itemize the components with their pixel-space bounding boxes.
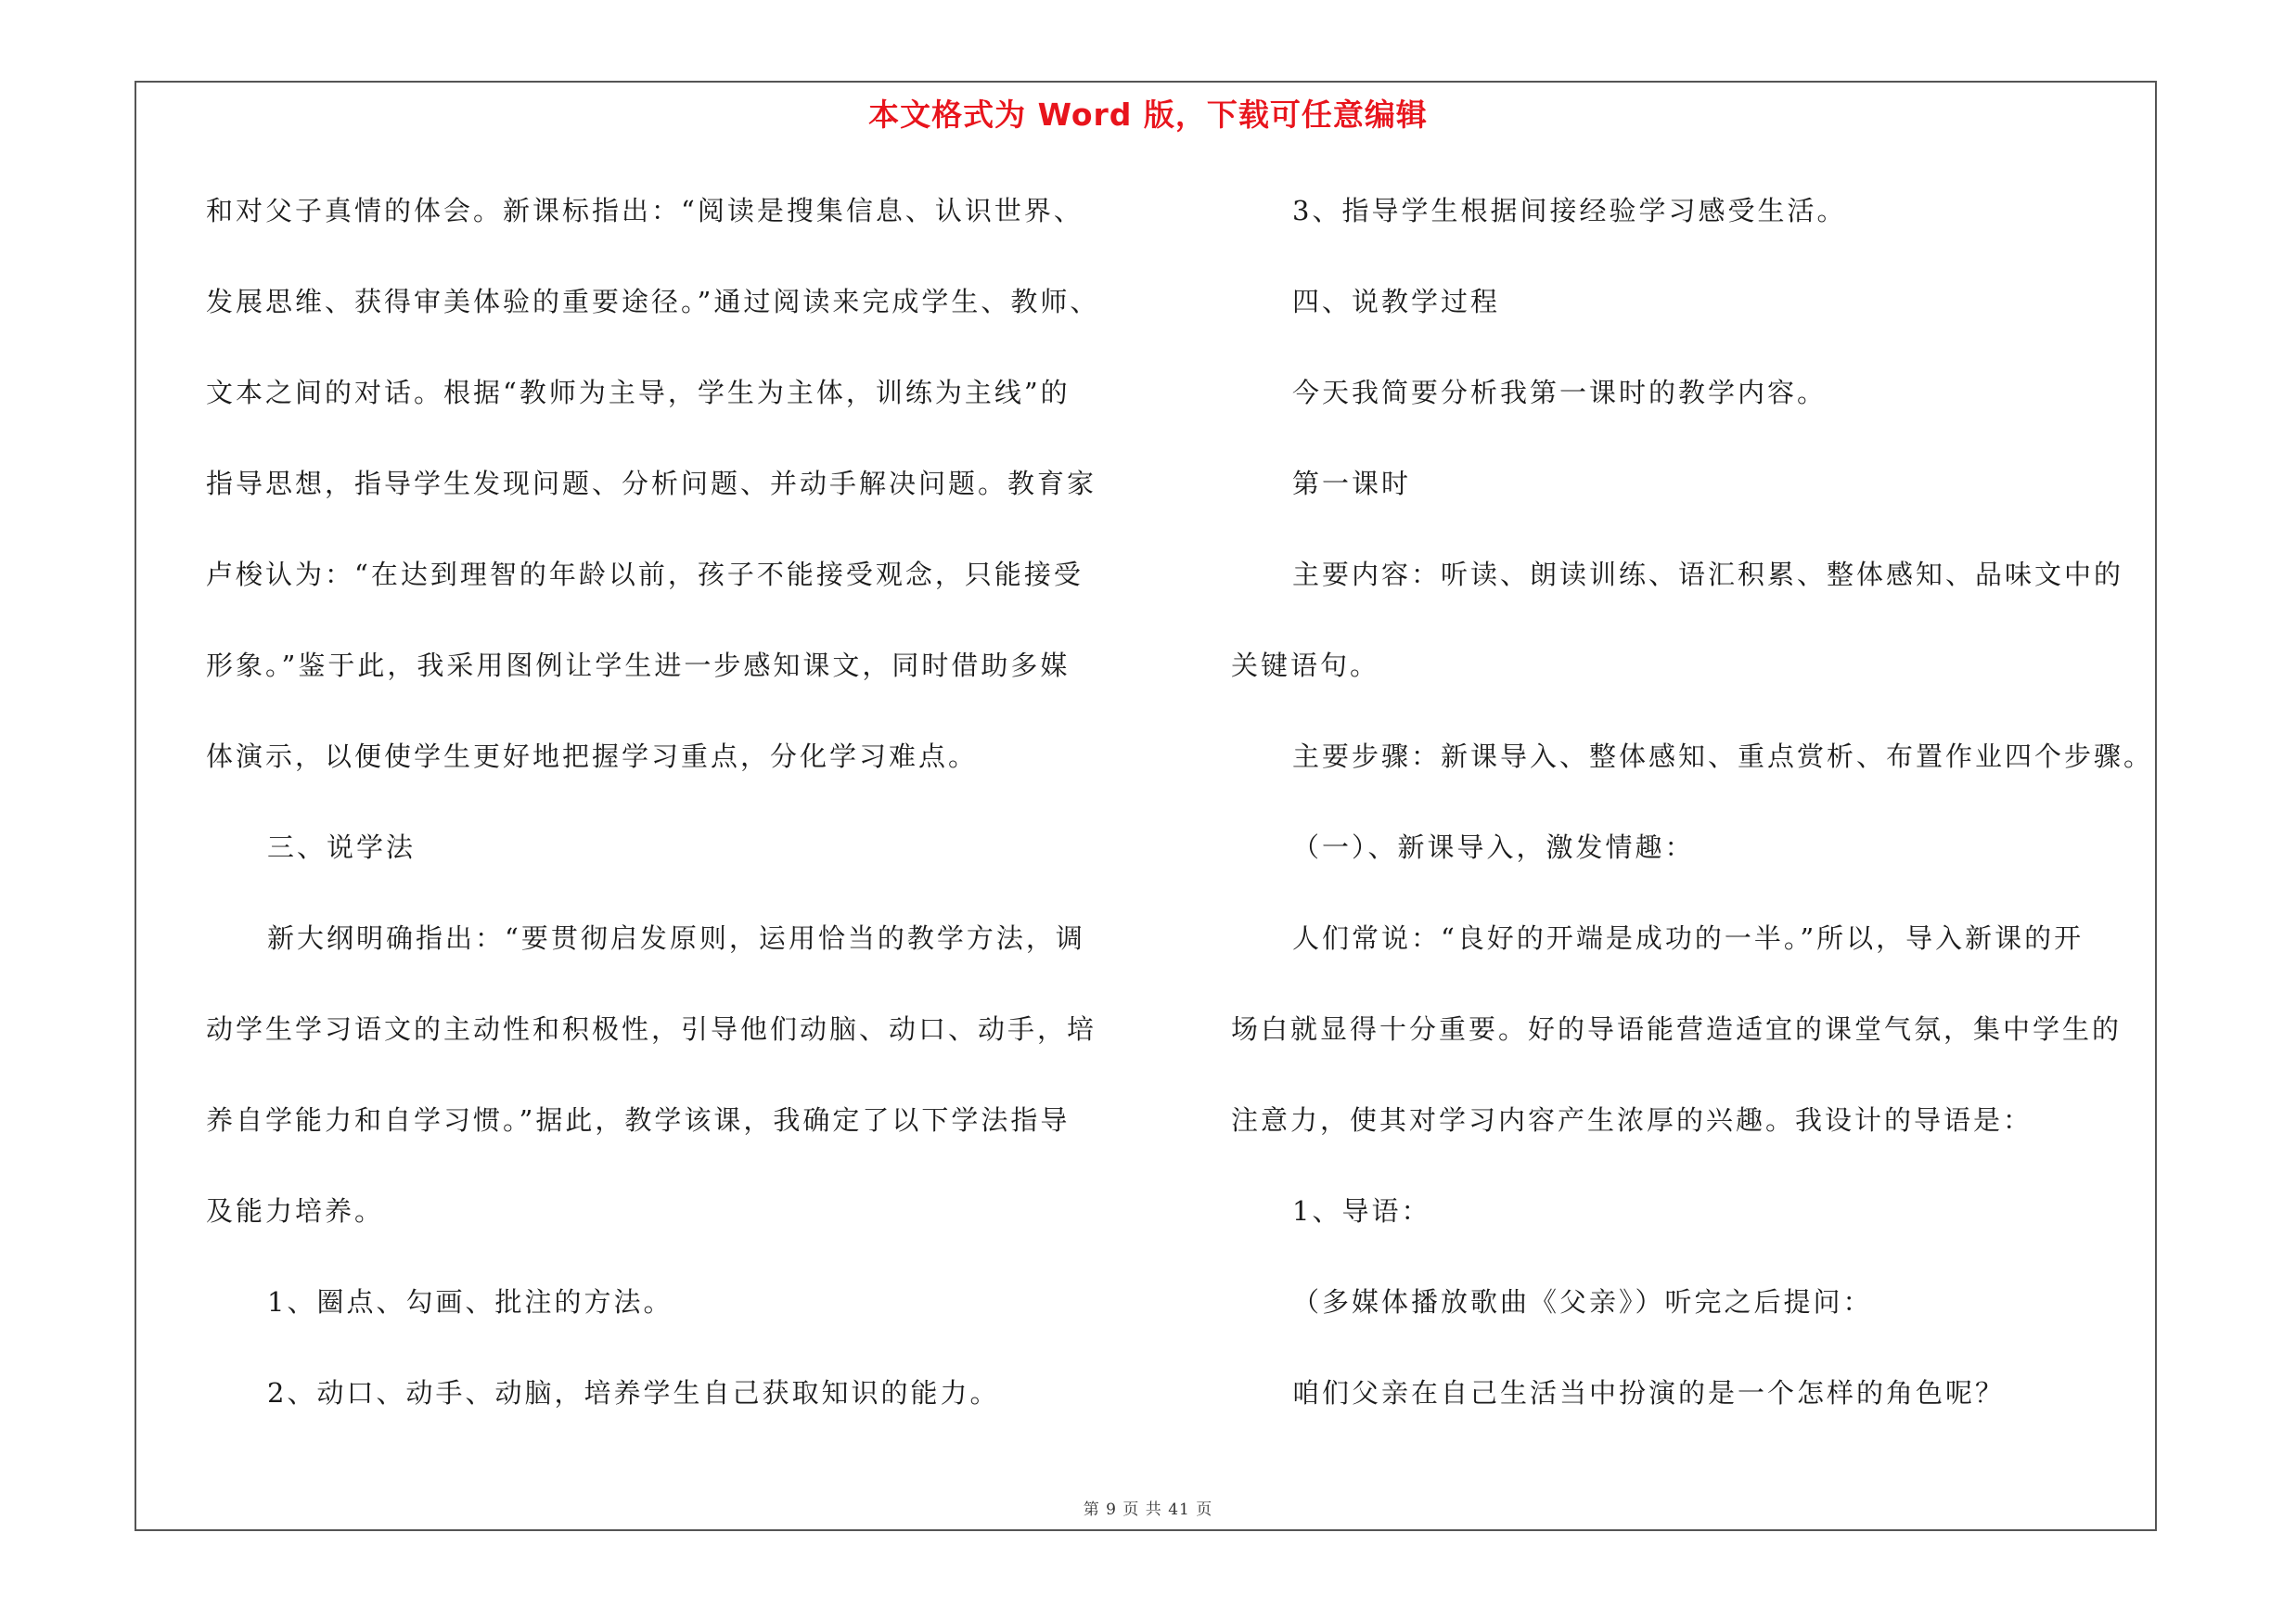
text-line: 及能力培养。 (206, 1195, 385, 1227)
left-column (206, 187, 1134, 1461)
page-number: 第 9 页 共 41 页 (1083, 1501, 1213, 1519)
text-line: 动学生学习语文的主动性和积极性，引导他们动脑、动口、动手，培 (206, 1013, 1097, 1045)
text-line: （多媒体播放歌曲《父亲》）听完之后提问： (1292, 1286, 1873, 1318)
header-banner: 本文格式为 Word 版，下载可任意编辑 (868, 97, 1428, 133)
text-line: 养自学能力和自学习惯。”据此，教学该课，我确定了以下学法指导 (206, 1104, 1071, 1136)
text-line: 主要内容：听读、朗读训练、语汇积累、整体感知、品味文中的 (1292, 559, 2124, 590)
text-line: 2、动口、动手、动脑，培养学生自己获取知识的能力。 (267, 1377, 1000, 1409)
text-line: 1、导语： (1292, 1195, 1431, 1227)
text-line: 1、圈点、勾画、批注的方法。 (267, 1286, 673, 1318)
text-line: （一）、新课导入，激发情趣： (1292, 831, 1695, 863)
text-line: 新大纲明确指出：“要贯彻启发原则，运用恰当的教学方法，调 (267, 922, 1085, 954)
text-line: 文本之间的对话。根据“教师为主导，学生为主体，训练为主线”的 (206, 377, 1071, 408)
text-line: 发展思维、获得审美体验的重要途径。”通过阅读来完成学生、教师、 (206, 286, 1100, 317)
text-line: 关键语句。 (1231, 650, 1380, 681)
text-line: 四、说教学过程 (1292, 286, 1501, 317)
text-line: 今天我简要分析我第一课时的教学内容。 (1292, 377, 1828, 408)
text-line: 3、指导学生根据间接经验学习感受生活。 (1292, 195, 1847, 226)
text-line: 主要步骤：新课导入、整体感知、重点赏析、布置作业四个步骤。 (1292, 741, 2154, 772)
text-line: 第一课时 (1292, 468, 1412, 499)
text-line: 咱们父亲在自己生活当中扮演的是一个怎样的角色呢？ (1292, 1377, 2006, 1409)
text-line: 注意力，使其对学习内容产生浓厚的兴趣。我设计的导语是： (1231, 1104, 2033, 1136)
right-column (1231, 187, 2154, 1461)
text-line: 人们常说：“良好的开端是成功的一半。”所以，导入新课的开 (1292, 922, 2084, 954)
text-line: 三、说学法 (267, 831, 417, 863)
text-line: 卢梭认为：“在达到理智的年龄以前，孩子不能接受观念，只能接受 (206, 559, 1084, 590)
text-line: 场白就显得十分重要。好的导语能营造适宜的课堂气氛，集中学生的 (1231, 1013, 2123, 1045)
text-line: 形象。”鉴于此，我采用图例让学生进一步感知课文，同时借助多媒 (206, 650, 1071, 681)
text-line: 体演示，以便使学生更好地把握学习重点，分化学习难点。 (206, 741, 979, 772)
text-line: 指导思想，指导学生发现问题、分析问题、并动手解决问题。教育家 (206, 468, 1097, 499)
text-line: 和对父子真情的体会。新课标指出：“阅读是搜集信息、认识世界、 (206, 195, 1084, 226)
